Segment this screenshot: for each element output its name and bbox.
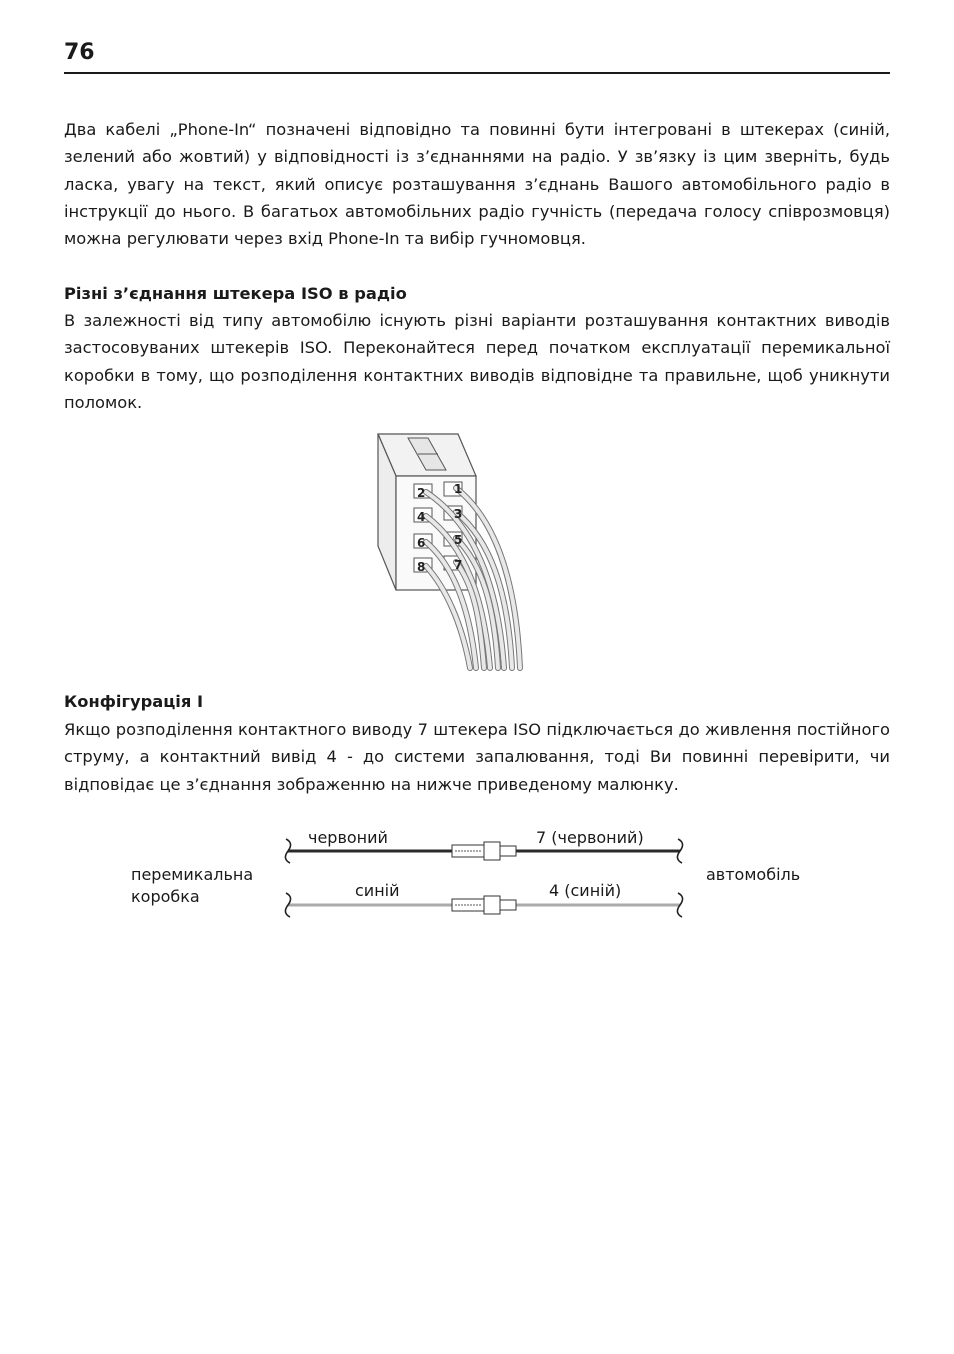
pin-number: 5: [454, 533, 463, 547]
wire1-right-label: 7 (червоний): [536, 828, 644, 847]
pin-number: 6: [417, 536, 426, 550]
switchbox-label-line1: перемикальна: [131, 865, 254, 884]
wire2-left-label: синій: [355, 881, 400, 900]
wire1-left-label: червоний: [308, 828, 388, 847]
intro-paragraph: Два кабелі „Phone-In“ позначені відповідно та повинні бути інтегровані в штекерах (синій, зелений або жовтий) у відповідності із з’єднаннями на радіо. У зв’язку із цим зверніть, будь ласка, увагу на текст, який описує розташування з’єднань Вашого автомобільного радіо в інструкції до нього. В багатьох автомобільних радіо гучність (передача голосу співрозмовця) можна регулювати через вхід Phone-In та вибір гучномовця.: [64, 120, 890, 249]
iso-connector-drawing: [374, 428, 534, 674]
config1-paragraph: Якщо розподілення контактного виводу 7 штекера ISO підключається до живлення постійного струму, а контактний вивід 4 - до системи запалювання, тоді Ви повинні перевірити, чи відповідає це з’єднання зображенню на нижче приведеному малюнку.: [64, 720, 890, 794]
car-label: автомобіль: [706, 865, 801, 884]
pin-number: 4: [417, 510, 426, 524]
pin-number: 3: [454, 507, 463, 521]
plug-connector-icon: [452, 842, 516, 860]
pin-number: 7: [454, 558, 463, 572]
plug-connector-icon: [452, 896, 516, 914]
pin-number: 2: [417, 486, 426, 500]
wiring-diagram: [120, 820, 820, 930]
wire2-right-label: 4 (синій): [549, 881, 622, 900]
config1-heading: Конфігурація I: [64, 692, 204, 711]
switchbox-label-line2: коробка: [131, 887, 200, 906]
iso-section-heading: Різні з’єднання штекера ISO в радіо: [64, 284, 407, 303]
iso-connector-figure: [374, 428, 534, 674]
pin-number: 8: [417, 560, 426, 574]
iso-section-paragraph: В залежності від типу автомобілю існують різні варіанти розташування контактних виводів застосовуваних штекерів ISO. Переконайтеся перед початком експлуатації перемикальної коробки в тому, що розподілення контактних виводів відповідне та правильне, щоб уникнути поломок.: [64, 311, 890, 412]
page-number: 76: [64, 40, 95, 65]
pin-number: 1: [454, 482, 463, 496]
wiring-diagram-drawing: [120, 820, 820, 930]
header-rule: [64, 72, 890, 74]
